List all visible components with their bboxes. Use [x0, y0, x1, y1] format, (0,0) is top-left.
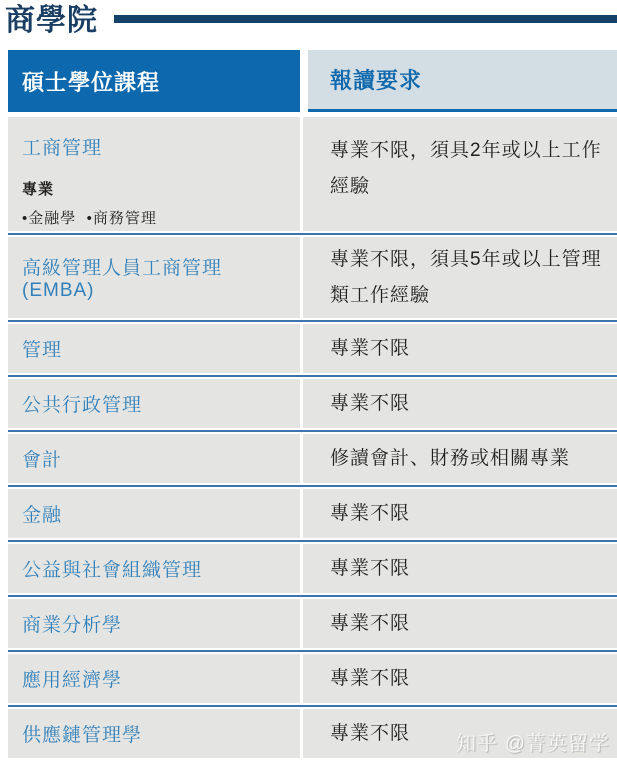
requirement-cell — [303, 544, 617, 593]
requirement-text: 專業不限，須具2年或以上工作經驗 — [330, 140, 602, 197]
table-row — [8, 489, 617, 538]
requirement-text: 專業不限 — [330, 612, 411, 634]
program-name: 商業分析學 — [22, 615, 123, 636]
program-cell — [8, 489, 300, 538]
table-row — [8, 654, 617, 703]
requirement-text: 專業不限 — [330, 502, 411, 524]
program-cell — [8, 237, 300, 318]
program-name: 高級管理人員工商管理 (EMBA) — [22, 258, 223, 301]
requirement-cell — [303, 237, 617, 318]
table-row — [8, 544, 617, 593]
header-column-gap — [300, 50, 308, 112]
table-row — [8, 324, 617, 373]
requirement-text: 專業不限 — [330, 722, 411, 744]
program-cell — [8, 324, 300, 373]
watermark: 知乎 @菁英留学 — [456, 733, 610, 755]
page-title: 商學院 — [5, 4, 98, 37]
program-name: 管理 — [22, 340, 63, 361]
program-name: 工商管理 — [22, 138, 103, 159]
requirement-cell — [303, 379, 617, 428]
requirement-text: 修讀會計、財務或相關專業 — [330, 447, 571, 469]
title-rule — [114, 15, 617, 23]
program-cell — [8, 709, 300, 758]
requirement-cell — [303, 654, 617, 703]
requirement-cell — [303, 324, 617, 373]
requirement-cell — [303, 117, 617, 231]
requirement-cell — [303, 434, 617, 483]
program-majors: •金融學 •商務管理 — [22, 210, 157, 227]
table-row — [8, 117, 617, 231]
requirement-text: 專業不限 — [330, 392, 411, 414]
requirement-text: 專業不限，須具5年或以上管理類工作經驗 — [330, 248, 602, 306]
program-name: 金融 — [22, 505, 63, 526]
requirement-text: 專業不限 — [330, 337, 411, 359]
program-cell — [8, 654, 300, 703]
program-cell — [8, 599, 300, 648]
requirement-cell — [303, 599, 617, 648]
table-header — [8, 50, 617, 112]
requirement-cell — [303, 489, 617, 538]
title-band — [0, 0, 617, 50]
program-name: 公共行政管理 — [22, 395, 143, 416]
programs-table — [8, 50, 617, 758]
program-name: 應用經濟學 — [22, 670, 123, 691]
program-cell — [8, 379, 300, 428]
table-row — [8, 434, 617, 483]
requirement-text: 專業不限 — [330, 557, 411, 579]
program-cell — [8, 117, 300, 231]
table-row — [8, 599, 617, 648]
program-cell — [8, 434, 300, 483]
program-cell — [8, 544, 300, 593]
header-program-cell: 碩士學位課程 — [8, 50, 300, 112]
program-name: 公益與社會組織管理 — [22, 560, 203, 581]
table-row — [8, 237, 617, 318]
program-name: 供應鏈管理學 — [22, 725, 143, 746]
table-row — [8, 379, 617, 428]
header-requirement-cell: 報讀要求 — [308, 50, 617, 112]
program-sublabel: 專業 — [22, 181, 55, 198]
requirement-text: 專業不限 — [330, 667, 411, 689]
program-name: 會計 — [22, 450, 63, 471]
